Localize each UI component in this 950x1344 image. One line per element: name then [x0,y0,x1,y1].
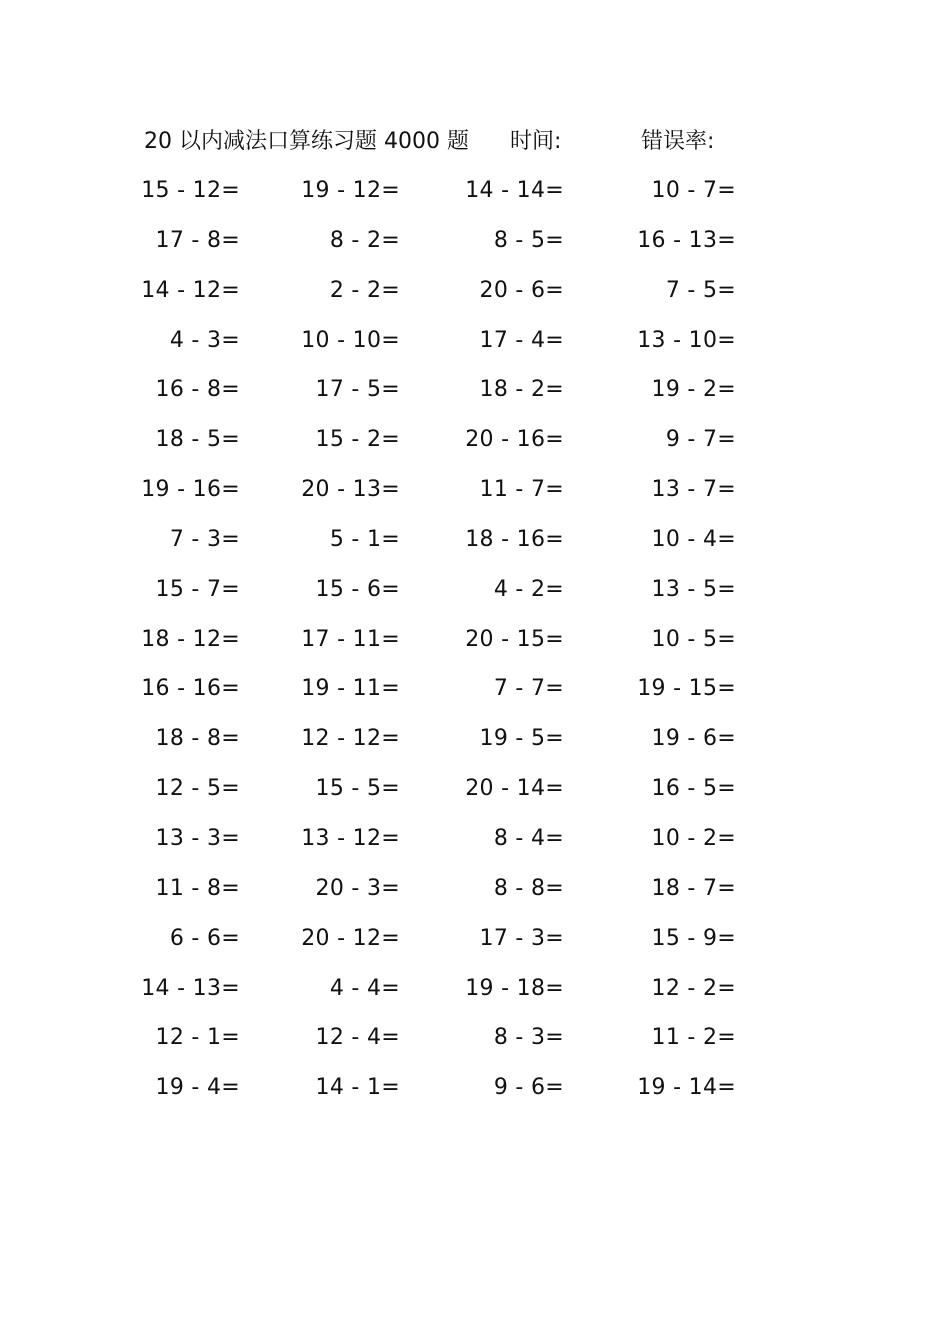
problem-item: 20 - 12= [301,925,400,951]
problem-item: 19 - 18= [465,975,564,1001]
problem-item: 12 - 12= [301,726,400,752]
problem-item: 17 - 8= [155,227,240,253]
problem-item: 12 - 2= [651,975,736,1001]
problem-item: 16 - 13= [637,227,736,253]
problem-item: 20 - 13= [301,477,400,503]
problem-item: 4 - 2= [493,576,564,602]
problem-item: 20 - 16= [465,427,564,453]
problem-item: 11 - 7= [479,477,564,503]
problem-item: 12 - 4= [315,1025,400,1051]
error-rate-label: 错误率: [641,129,715,154]
problem-item: 17 - 3= [479,925,564,951]
problem-item: 10 - 7= [651,178,736,203]
problem-item: 15 - 12= [141,178,240,203]
problem-grid [120,172,820,1119]
problem-item: 7 - 3= [169,526,240,552]
problem-item: 16 - 5= [651,776,736,802]
problem-item: 13 - 5= [651,576,736,602]
problem-item: 19 - 6= [651,726,736,752]
problem-item: 17 - 11= [301,626,400,652]
problem-item: 15 - 6= [315,576,400,602]
problem-item: 9 - 7= [665,427,736,453]
problem-item: 6 - 6= [169,925,240,951]
problem-item: 18 - 2= [479,377,564,403]
problem-item: 11 - 8= [155,875,240,901]
problem-item: 17 - 5= [315,377,400,403]
problem-item: 14 - 14= [465,178,564,203]
problem-item: 12 - 5= [155,776,240,802]
problem-item: 19 - 14= [637,1075,736,1101]
problem-item: 20 - 6= [479,277,564,303]
problem-item: 4 - 4= [329,975,400,1001]
problem-item: 15 - 7= [155,576,240,602]
problem-item: 5 - 1= [329,526,400,552]
problem-item: 8 - 2= [329,227,400,253]
problem-item: 10 - 4= [651,526,736,552]
problem-item: 10 - 5= [651,626,736,652]
problem-item: 19 - 15= [637,676,736,702]
problem-item: 16 - 8= [155,377,240,403]
problem-item: 15 - 9= [651,925,736,951]
problem-item: 13 - 12= [301,825,400,851]
problem-item: 13 - 3= [155,825,240,851]
problem-item: 14 - 1= [315,1075,400,1101]
problem-item: 19 - 5= [479,726,564,752]
problem-item: 7 - 5= [665,277,736,303]
problem-item: 17 - 4= [479,327,564,353]
problem-item: 7 - 7= [493,676,564,702]
problem-item: 11 - 2= [651,1025,736,1051]
problem-item: 19 - 4= [155,1075,240,1101]
worksheet-title: 20 以内减法口算练习题 4000 题 [144,129,469,154]
problem-item: 13 - 7= [651,477,736,503]
problem-item: 12 - 1= [155,1025,240,1051]
problem-item: 15 - 5= [315,776,400,802]
problem-item: 8 - 4= [493,825,564,851]
problem-item: 4 - 3= [169,327,240,353]
problem-item: 2 - 2= [329,277,400,303]
time-label: 时间: [510,129,562,154]
problem-item: 20 - 3= [315,875,400,901]
problem-item: 8 - 8= [493,875,564,901]
problem-item: 18 - 16= [465,526,564,552]
problem-item: 10 - 2= [651,825,736,851]
problem-item: 16 - 16= [141,676,240,702]
problem-item: 19 - 11= [301,676,400,702]
problem-item: 9 - 6= [493,1075,564,1101]
problem-item: 20 - 14= [465,776,564,802]
worksheet-header [144,124,824,160]
problem-item: 10 - 10= [301,327,400,353]
problem-item: 13 - 10= [637,327,736,353]
problem-item: 19 - 16= [141,477,240,503]
problem-item: 18 - 12= [141,626,240,652]
problem-item: 14 - 12= [141,277,240,303]
problem-item: 18 - 7= [651,875,736,901]
problem-item: 8 - 3= [493,1025,564,1051]
problem-item: 14 - 13= [141,975,240,1001]
problem-item: 19 - 2= [651,377,736,403]
problem-item: 15 - 2= [315,427,400,453]
problem-item: 18 - 5= [155,427,240,453]
problem-item: 20 - 15= [465,626,564,652]
problem-item: 8 - 5= [493,227,564,253]
problem-item: 18 - 8= [155,726,240,752]
problem-item: 19 - 12= [301,178,400,203]
